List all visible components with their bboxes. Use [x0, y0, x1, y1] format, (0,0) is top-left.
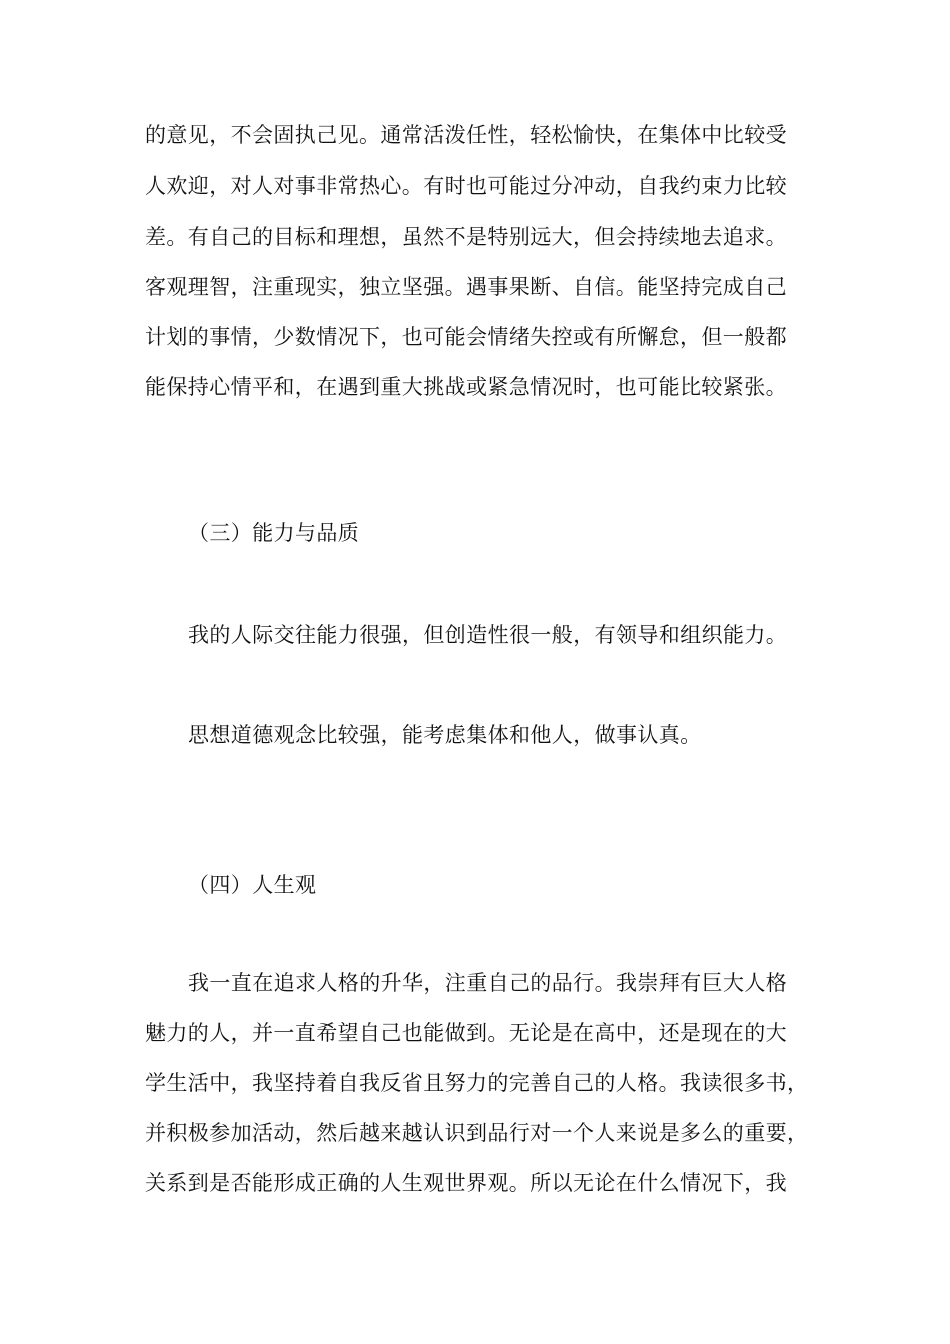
- text-line: 差。有自己的目标和理想，虽然不是特别远大，但会持续地去追求。: [145, 225, 787, 249]
- text-line: 人欢迎，对人对事非常热心。有时也可能过分冲动，自我约束力比较: [145, 174, 787, 198]
- section-heading-outlook: （四）人生观: [188, 873, 317, 897]
- text-line: 计划的事情，少数情况下，也可能会情绪失控或有所懈怠，但一般都: [145, 325, 787, 349]
- text-line: 的意见，不会固执己见。通常活泼任性，轻松愉快，在集体中比较受: [145, 123, 787, 147]
- text-line: 魅力的人，并一直希望自己也能做到。无论是在高中，还是现在的大: [145, 1021, 787, 1045]
- text-line: 关系到是否能形成正确的人生观世界观。所以无论在什么情况下，我: [145, 1171, 787, 1195]
- text-line: 我一直在追求人格的升华，注重自己的品行。我崇拜有巨大人格: [188, 971, 788, 995]
- ability-paragraph-1: 我的人际交往能力很强，但创造性很一般，有领导和组织能力。: [188, 623, 788, 647]
- ability-paragraph-2: 思想道德观念比较强，能考虑集体和他人，做事认真。: [188, 723, 702, 747]
- text-line: 客观理智，注重现实，独立坚强。遇事果断、自信。能坚持完成自己: [145, 275, 787, 299]
- text-line: 学生活中，我坚持着自我反省且努力的完善自己的人格。我读很多书，: [145, 1071, 809, 1095]
- text-line: 并积极参加活动，然后越来越认识到品行对一个人来说是多么的重要，: [145, 1121, 809, 1145]
- section-heading-ability: （三）能力与品质: [188, 521, 360, 545]
- text-line: 能保持心情平和，在遇到重大挑战或紧急情况时，也可能比较紧张。: [145, 375, 787, 399]
